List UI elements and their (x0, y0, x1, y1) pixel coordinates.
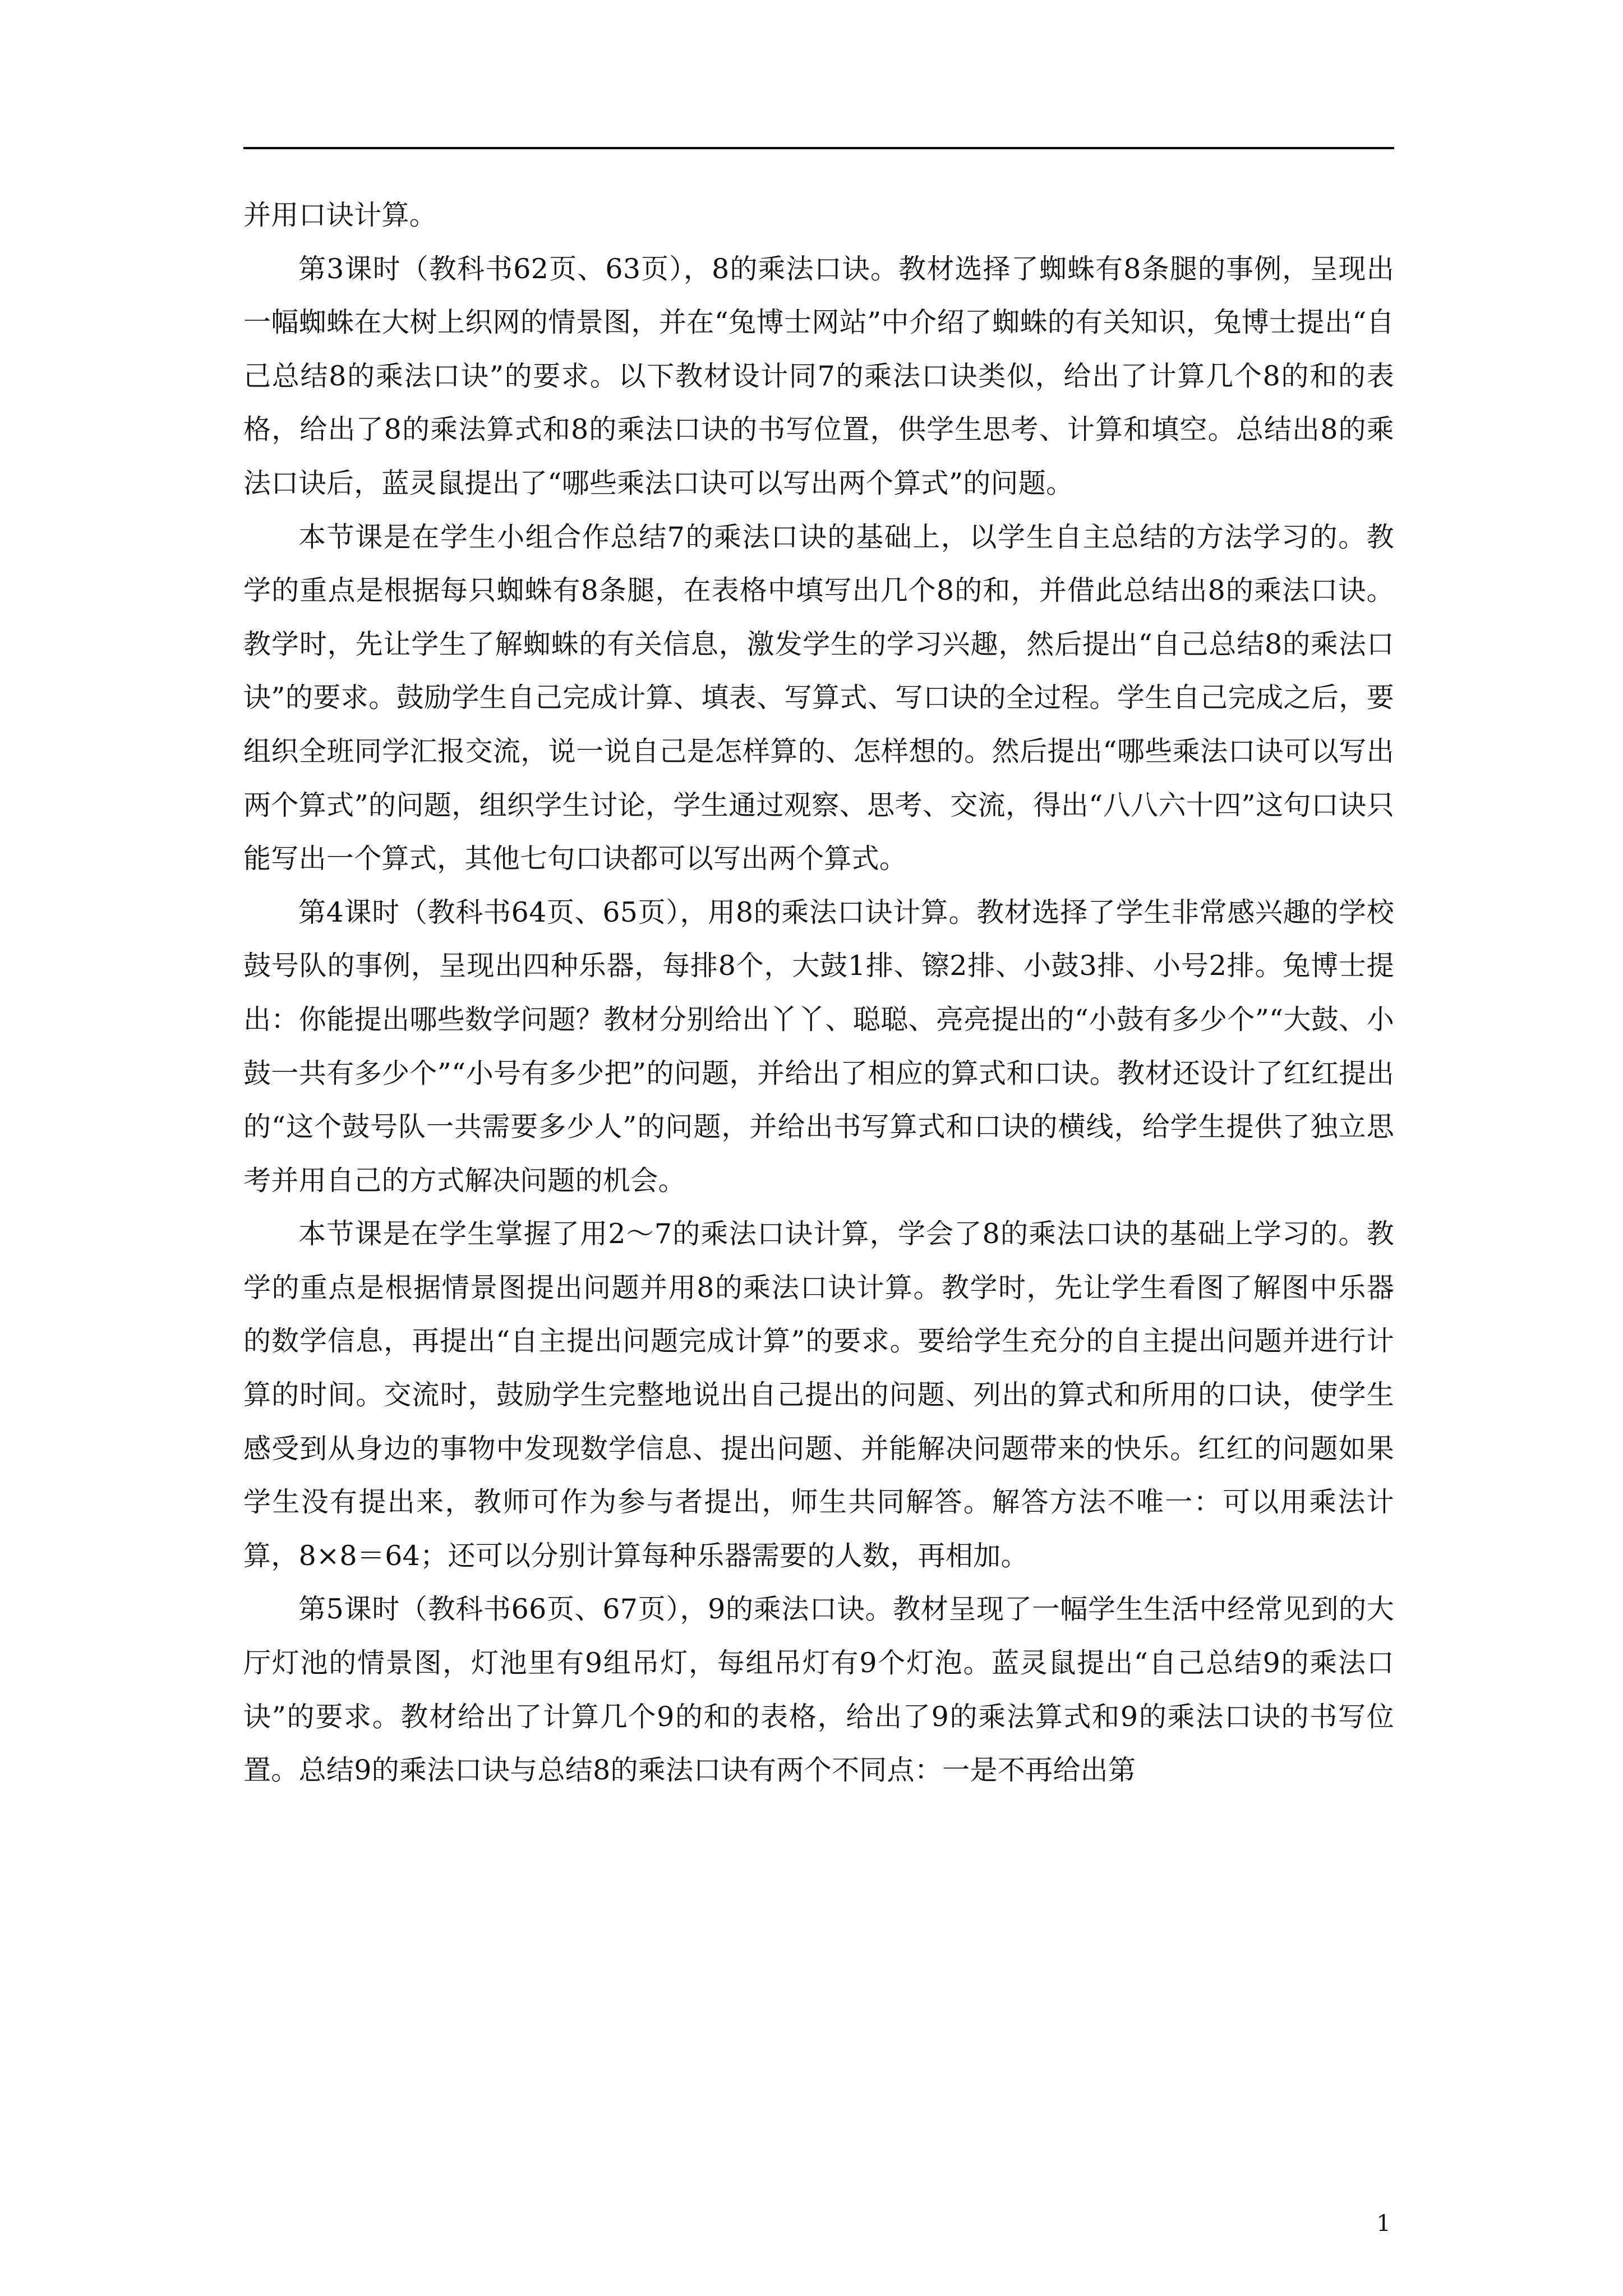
paragraph-lesson-4-teaching: 本节课是在学生掌握了用2～7的乘法口诀计算，学会了8的乘法口诀的基础上学习的。教学的重点是根据情景图提出问题并用8的乘法口诀计算。教学时，先让学生看图了解图中乐器的数学信息，再提出“自主提出问题完成计算”的要求。要给学生充分的自主提出问题并进行计算的时间。交流时，鼓励学生完整地说出自己提出的问题、列出的算式和所用的口诀，使学生感受到从身边的事物中发现数学信息、提出问题、并能解决问题带来的快乐。红红的问题如果学生没有提出来，教师可作为参与者提出，师生共同解答。解答方法不唯一：可以用乘法计算，8×8＝64；还可以分别计算每种乐器需要的人数，再相加。 (243, 1218, 1394, 1572)
paragraph-lesson-5: 第5课时（教科书66页、67页），9的乘法口诀。教材呈现了一幅学生生活中经常见到的大厅灯池的情景图，灯池里有9组吊灯，每组吊灯有9个灯泡。蓝灵鼠提出“自己总结9的乘法口诀”的要求。教材给出了计算几个9的和的表格，给出了9的乘法算式和9的乘法口诀的书写位置。总结9的乘法口诀与总结8的乘法口诀有两个不同点：一是不再给出第 (243, 1593, 1394, 1787)
paragraph-lesson-3: 第3课时（教科书62页、63页），8的乘法口诀。教材选择了蜘蛛有8条腿的事例，呈现出一幅蜘蛛在大树上织网的情景图，并在“兔博士网站”中介绍了蜘蛛的有关知识，兔博士提出“自己总结8的乘法口诀”的要求。以下教材设计同7的乘法口诀类似，给出了计算几个8的和的表格，给出了8的乘法算式和8的乘法口诀的书写位置，供学生思考、计算和填空。总结出8的乘法口诀后，蓝灵鼠提出了“哪些乘法口诀可以写出两个算式”的问题。 (243, 252, 1394, 499)
paragraph-lesson-4: 第4课时（教科书64页、65页），用8的乘法口诀计算。教材选择了学生非常感兴趣的学校鼓号队的事例，呈现出四种乐器，每排8个，大鼓1排、镲2排、小鼓3排、小号2排。兔博士提出：你能提出哪些数学问题？教材分别给出丫丫、聪聪、亮亮提出的“小鼓有多少个”“大鼓、小鼓一共有多少个”“小号有多少把”的问题，并给出了相应的算式和口诀。教材还设计了红红提出的“这个鼓号队一共需要多少人”的问题，并给出书写算式和口诀的横线，给学生提供了独立思考并用自己的方式解决问题的机会。 (243, 896, 1394, 1197)
header-rule (243, 147, 1394, 149)
body-text (243, 188, 1394, 1797)
paragraph-continuation: 并用口诀计算。 (243, 199, 437, 231)
page-number: 1 (1376, 2211, 1391, 2237)
paragraph-lesson-3-teaching: 本节课是在学生小组合作总结7的乘法口诀的基础上，以学生自主总结的方法学习的。教学的重点是根据每只蜘蛛有8条腿，在表格中填写出几个8的和，并借此总结出8的乘法口诀。教学时，先让学生了解蜘蛛的有关信息，激发学生的学习兴趣，然后提出“自己总结8的乘法口诀”的要求。鼓励学生自己完成计算、填表、写算式、写口诀的全过程。学生自己完成之后，要组织全班同学汇报交流，说一说自己是怎样算的、怎样想的。然后提出“哪些乘法口诀可以写出两个算式”的问题，组织学生讨论，学生通过观察、思考、交流，得出“八八六十四”这句口诀只能写出一个算式，其他七句口诀都可以写出两个算式。 (243, 521, 1394, 875)
